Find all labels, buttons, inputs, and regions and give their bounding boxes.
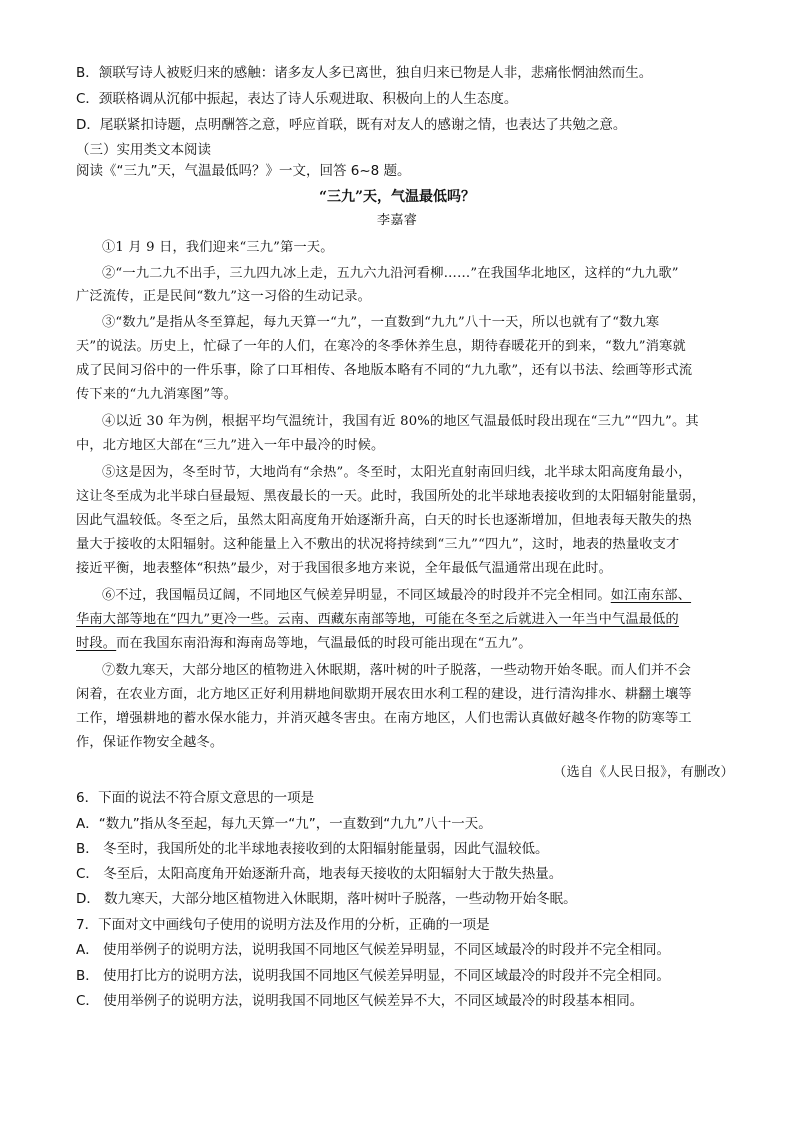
q7-stem: 7．下面对文中画线句子使用的说明方法及作用的分析，正确的一项是 — [76, 917, 490, 933]
q5-option-b: B．颔联写诗人被贬归来的感触：诸多友人多已离世，独自归来已物是人非，悲痛怅惘油然而生。 — [76, 65, 653, 81]
article-paragraph-3-line-3: 成了民间习俗中的一件乐事，除了口耳相传、各地版本略有不同的“九九歌”，还有以书法、绘画等形式流 — [76, 363, 693, 378]
article-author: 李嘉睿 — [376, 213, 418, 228]
article-paragraph-5-line-1: ⑤这是因为，冬至时节，大地尚有“余热”。冬至时，太阳光直射南回归线，北半球太阳高度角最小， — [102, 465, 692, 480]
paragraph-6-text: ⑥不过，我国幅员辽阔，不同地区气候差异明显，不同区域最冷的时段并不完全相同。 — [102, 588, 611, 603]
article-paragraph-2-line-2: 广泛流传，正是民间“数九”这一习俗的生动记录。 — [76, 289, 372, 304]
article-paragraph-3-line-4: 传下来的“九九消寒图”等。 — [76, 387, 238, 402]
article-source: （选自《人民日报》，有删改） — [553, 765, 734, 780]
q6-option-d: D． 数九寒天，大部分地区植物进入休眠期，落叶树叶子脱落，一些动物开始冬眠。 — [76, 891, 577, 907]
section-heading: （三）实用类文本阅读 — [76, 142, 211, 158]
paragraph-6-text-end: 而在我国东南沿海和海南岛等地，气温最低的时段可能出现在“五九”。 — [116, 636, 532, 651]
article-paragraph-4-line-2: 中，北方地区大部在“三九”进入一年中最冷的时候。 — [76, 438, 385, 453]
underlined-sentence-line-2: 华南大部等地在“四九”更冷一些。云南、西藏东南部等地，可能在冬至之后就进入一年当中气温最低的 — [76, 612, 679, 627]
q6-stem: 6．下面的说法不符合原文意思的一项是 — [76, 790, 315, 806]
q7-option-c: C． 使用举例子的说明方法，说明我国不同地区气候差异不大，不同区域最冷的时段基本相同。 — [76, 993, 644, 1009]
article-paragraph-5-line-4: 量大于接收的太阳辐射。这种能量上入不敷出的状况将持续到“三九”“四九”，这时，地表的热量收支才 — [76, 537, 680, 552]
article-paragraph-2-line-1: ②“一九二九不出手，三九四九冰上走，五九六九沿河看柳……”在我国华北地区，这样的“九九歌” — [102, 266, 679, 281]
article-paragraph-1: ①1 月 9 日，我们迎来“三九”第一天。 — [102, 240, 334, 255]
q5-option-c: C．颈联格调从沉郁中振起，表达了诗人乐观进取、积极向上的人生态度。 — [76, 91, 518, 107]
article-title: “三九”天，气温最低吗？ — [318, 189, 476, 205]
article-paragraph-5-line-3: 因此气温较低。冬至之后，虽然太阳高度角开始逐渐升高，白天的时长也逐渐增加，但地表每天散失的热 — [76, 513, 692, 528]
article-paragraph-7-line-1: ⑦数九寒天，大部分地区的植物进入休眠期，落叶树的叶子脱落，一些动物开始冬眠。而人们并不会 — [102, 663, 692, 678]
q7-option-b: B． 使用打比方的说明方法，说明我国不同地区气候差异明显，不同区域最冷的时段并不完全相同。 — [76, 968, 671, 984]
underlined-sentence-end: 时段。 — [76, 636, 117, 651]
article-paragraph-5-line-2: 这让冬至成为北半球白昼最短、黑夜最长的一天。此时，我国所处的北半球地表接收到的太阳辐射能量弱， — [76, 489, 706, 504]
article-paragraph-4-line-1: ④以近 30 年为例，根据平均气温统计，我国有近 80%的地区气温最低时段出现在“三九”“四九”。其 — [102, 414, 699, 429]
article-paragraph-6-line-3 — [76, 634, 734, 654]
article-paragraph-3-line-2: 天”的说法。历史上，忙碌了一年的人们，在寒冷的冬季休养生息，期待春暖花开的到来，“数九”消寒就 — [76, 339, 686, 354]
q5-option-d: D．尾联紧扣诗题，点明酬答之意，呼应首联，既有对友人的感谢之情，也表达了共勉之意。 — [76, 117, 627, 133]
q6-option-c: C． 冬至后，太阳高度角开始逐渐升高，地表每天接收的太阳辐射大于散失热量。 — [76, 866, 563, 882]
article-paragraph-7-line-2: 闲着，在农业方面，北方地区正好利用耕地间歇期开展农田水利工程的建设，进行清沟排水、耕翻土壤等 — [76, 687, 692, 702]
q7-option-a: A． 使用举例子的说明方法，说明我国不同地区气候差异明显，不同区域最冷的时段并不完全相同。 — [76, 942, 671, 958]
article-paragraph-6-line-1 — [76, 586, 734, 606]
q6-option-a: A．“数九”指从冬至起，每九天算一“九”，一直数到“九九”八十一天。 — [76, 816, 492, 832]
underlined-sentence: 如江南东部、 — [610, 588, 692, 603]
q6-option-b: B． 冬至时，我国所处的北半球地表接收到的太阳辐射能量弱，因此气温较低。 — [76, 841, 549, 857]
article-paragraph-7-line-3: 工作，增强耕地的蓄水保水能力，并消灭越冬害虫。在南方地区，人们也需认真做好越冬作物的防寒等工 — [76, 711, 692, 726]
article-paragraph-7-line-4: 作，保证作物安全越冬。 — [76, 735, 224, 750]
article-paragraph-3-line-1: ③“数九”是指从冬至算起，每九天算一“九”，一直数到“九九”八十一天，所以也就有了“数九寒 — [102, 315, 660, 330]
article-paragraph-5-line-5: 接近平衡，地表整体“积热”最少，对于我国很多地方来说，全年最低气温通常出现在此时。 — [76, 561, 612, 576]
section-instruction: 阅读《“三九”天，气温最低吗？》一文，回答 6~8 题。 — [76, 163, 411, 179]
